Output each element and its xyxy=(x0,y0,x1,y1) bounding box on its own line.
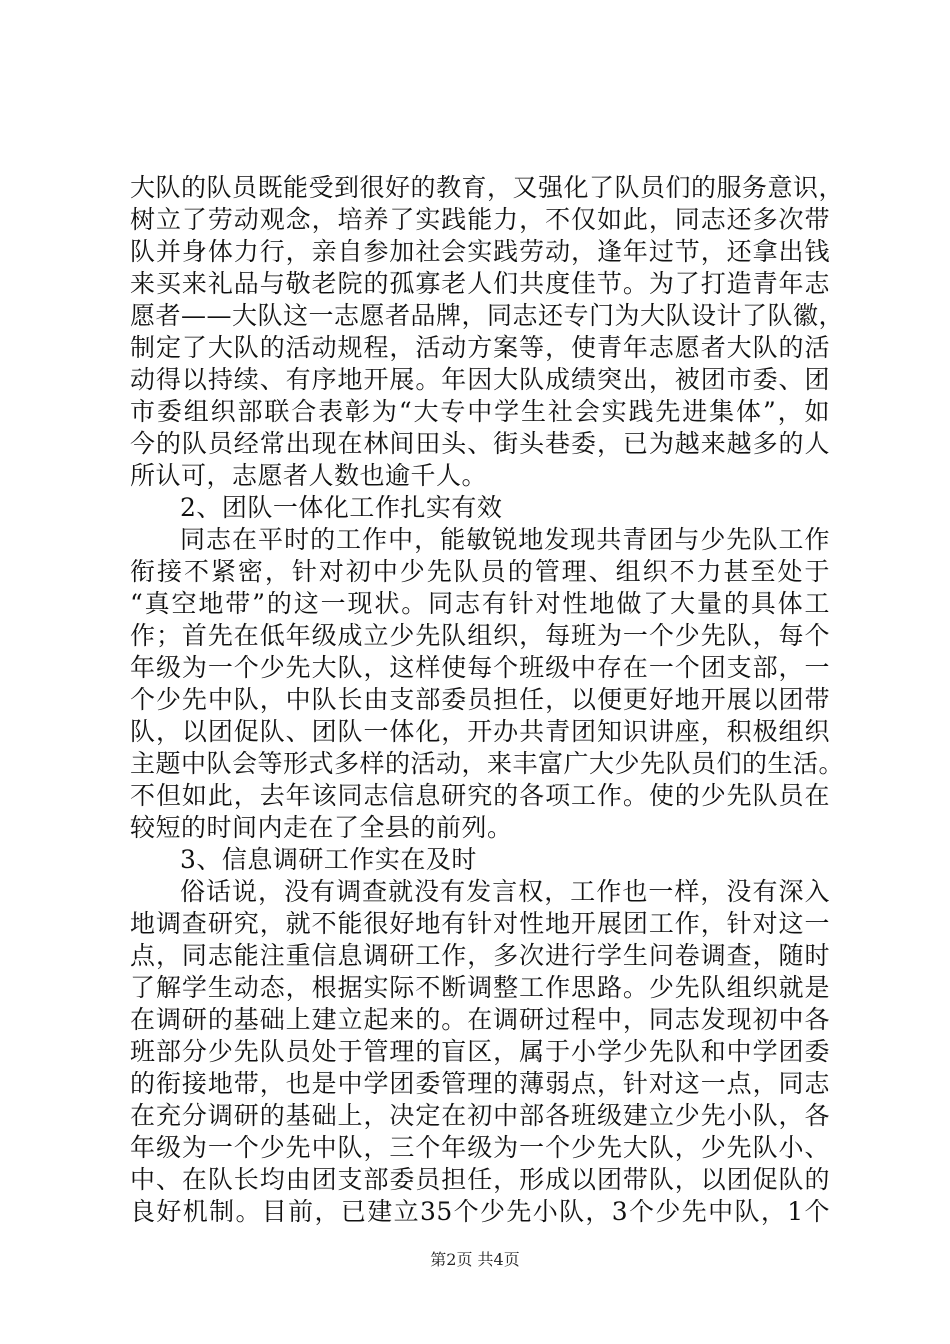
text-line: 在充分调研的基础上，决定在初中部各班级建立少先小队，各 xyxy=(130,1101,830,1130)
text-line: 队，以团促队、团队一体化，开办共青团知识讲座，积极组织 xyxy=(130,717,830,746)
text-line: 市委组织部联合表彰为“大专中学生社会实践先进集体”，如 xyxy=(130,397,830,426)
text-line: 愿者——大队这一志愿者品牌，同志还专门为大队设计了队徽， xyxy=(130,301,845,330)
text-line: 个少先中队，中队长由支部委员担任，以便更好地开展以团带 xyxy=(130,685,830,714)
text-line: 树立了劳动观念，培养了实践能力，不仅如此，同志还多次带 xyxy=(130,205,830,234)
text-line: 制定了大队的活动规程，活动方案等，使青年志愿者大队的活 xyxy=(130,333,830,362)
text-line: 俗话说，没有调查就没有发言权，工作也一样，没有深入 xyxy=(180,877,830,906)
text-line: 衔接不紧密，针对初中少先队员的管理、组织不力甚至处于 xyxy=(130,557,830,586)
text-line: 班部分少先队员处于管理的盲区，属于小学少先队和中学团委 xyxy=(130,1037,830,1066)
text-line: 动得以持续、有序地开展。年因大队成绩突出，被团市委、团 xyxy=(130,365,830,394)
text-line: 今的队员经常出现在林间田头、街头巷委，已为越来越多的人 xyxy=(130,429,830,458)
text-line: 了解学生动态，根据实际不断调整工作思路。少先队组织就是 xyxy=(130,973,830,1002)
text-line: 所认可，志愿者人数也逾千人。 xyxy=(130,461,488,490)
text-line: “真空地带”的这一现状。同志有针对性地做了大量的具体工 xyxy=(130,589,830,618)
section-heading: 2、团队一体化工作扎实有效 xyxy=(180,493,503,522)
text-line: 同志在平时的工作中，能敏锐地发现共青团与少先队工作 xyxy=(180,525,830,554)
page-number: 第2页 共4页 xyxy=(430,1250,520,1269)
text-line: 年级为一个少先大队，这样使每个班级中存在一个团支部，一 xyxy=(130,653,830,682)
section-heading: 3、信息调研工作实在及时 xyxy=(180,845,477,874)
text-line: 来买来礼品与敬老院的孤寡老人们共度佳节。为了打造青年志 xyxy=(130,269,830,298)
text-line: 不但如此，去年该同志信息研究的各项工作。使的少先队员在 xyxy=(130,781,830,810)
text-line: 年级为一个少先中队，三个年级为一个少先大队，少先队小、 xyxy=(130,1133,830,1162)
text-line: 大队的队员既能受到很好的教育，又强化了队员们的服务意识， xyxy=(130,173,845,202)
text-line: 的衔接地带，也是中学团委管理的薄弱点，针对这一点，同志 xyxy=(130,1069,830,1098)
text-line: 在调研的基础上建立起来的。在调研过程中，同志发现初中各 xyxy=(130,1005,830,1034)
body-text xyxy=(130,172,845,1228)
text-line: 较短的时间内走在了全县的前列。 xyxy=(130,813,513,842)
text-line: 点，同志能注重信息调研工作，多次进行学生问卷调查，随时 xyxy=(130,941,830,970)
text-line: 良好机制。目前，已建立35个少先小队，3个少先中队，1个 xyxy=(130,1197,830,1226)
text-line: 主题中队会等形式多样的活动，来丰富广大少先队员们的生活。 xyxy=(130,749,845,778)
text-line: 作；首先在低年级成立少先队组织，每班为一个少先队，每个 xyxy=(130,621,830,650)
text-line: 地调查研究，就不能很好地有针对性地开展团工作，针对这一 xyxy=(130,909,830,938)
text-line: 中、在队长均由团支部委员担任，形成以团带队，以团促队的 xyxy=(130,1165,830,1194)
text-line: 队并身体力行，亲自参加社会实践劳动，逢年过节，还拿出钱 xyxy=(130,237,830,266)
